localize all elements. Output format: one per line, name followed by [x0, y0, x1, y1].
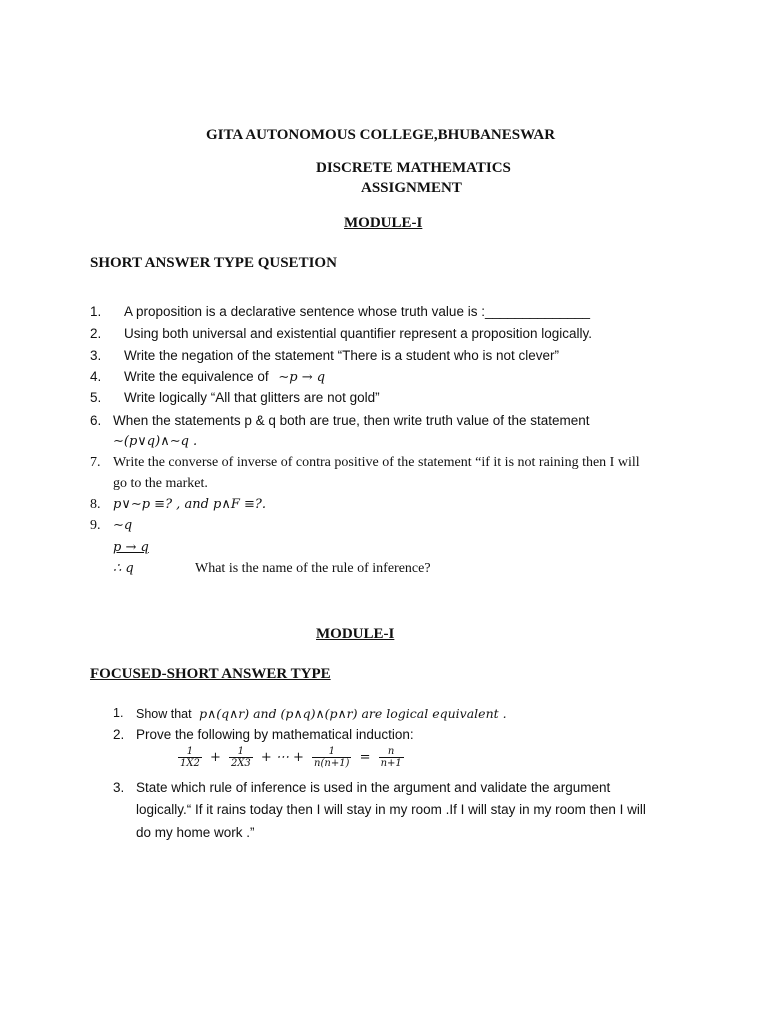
question-text: [124, 369, 325, 385]
fraction: $\frac{n}{n+1}$: [380, 746, 402, 769]
fraction: $\frac{1}{n(n+1)}$: [314, 746, 350, 769]
math-expression: ∼(p∨q)∧∼q .: [113, 434, 198, 449]
question-number: 2.: [113, 727, 125, 742]
question-text-line: State which rule of inference is used in the argument and validate the argument: [136, 780, 611, 795]
question-text: When the statements p & q both are true, then write truth value of the statement: [113, 413, 590, 428]
question-number: 5.: [90, 390, 102, 405]
question-number: 6.: [90, 413, 102, 428]
question-text-lead: Show that: [136, 707, 192, 721]
question-text: Using both universal and existential quantifier represent a proposition logically.: [124, 326, 593, 341]
math-expression: p∨∼p ≡? , and p∧F ≡?.: [113, 497, 267, 512]
question-text: Write logically “All that glitters are not gold”: [124, 390, 380, 405]
question-number: 3.: [90, 348, 102, 363]
assignment-title: ASSIGNMENT: [361, 180, 462, 196]
section-title-focused-short-answer: FOCUSED-SHORT ANSWER TYPE: [90, 666, 331, 682]
question-text: A proposition is a declarative sentence whose truth value is :______________: [124, 304, 591, 319]
conclusion: ∴ q: [113, 561, 134, 576]
question-text-line: go to the market.: [113, 476, 208, 491]
premise-1: ∼q: [113, 518, 133, 533]
induction-formula: [178, 746, 404, 769]
question-text-line: do my home work .”: [136, 825, 255, 840]
question-text-line: logically.“ If it rains today then I will stay in my room .If I will stay in my room then I will: [136, 802, 646, 817]
subject-title: DISCRETE MATHEMATICS: [316, 160, 511, 176]
question-text: [136, 706, 507, 721]
question-number: 8.: [90, 497, 101, 512]
math-expression: ∼p → q: [278, 370, 326, 385]
question-text: Write the negation of the statement “There is a student who is not clever”: [124, 348, 559, 363]
premise-2: p → q: [113, 540, 149, 555]
question-text-line: Write the converse of inverse of contra positive of the statement “if it is not raining then I will: [113, 455, 640, 470]
question-number: 3.: [113, 780, 125, 795]
plus-sign: +: [209, 750, 221, 765]
college-name: GITA AUTONOMOUS COLLEGE,BHUBANESWAR: [206, 127, 556, 143]
module-heading-2: MODULE-I: [316, 626, 395, 642]
math-expression: p∧(q∧r) and (p∧q)∧(p∧r) are logical equivalent .: [199, 706, 507, 721]
fraction: $\frac{1}{2X3}$: [230, 746, 251, 769]
equals-sign: =: [359, 750, 371, 765]
series-ellipsis: + ⋯ +: [260, 750, 304, 765]
question-text: What is the name of the rule of inference?: [195, 561, 431, 576]
question-number: 4.: [90, 369, 102, 384]
module-heading-1: MODULE-I: [344, 215, 423, 231]
section-title-short-answer: SHORT ANSWER TYPE QUSETION: [90, 255, 337, 271]
question-number: 1.: [113, 706, 124, 720]
question-number: 9.: [90, 518, 101, 533]
fraction: $\frac{1}{1X2}$: [180, 746, 200, 769]
question-number: 7.: [90, 455, 101, 470]
question-number: 1.: [90, 304, 102, 319]
question-text: Prove the following by mathematical induction:: [136, 727, 414, 742]
question-text-lead: Write the equivalence of: [124, 369, 269, 384]
question-number: 2.: [90, 326, 102, 341]
